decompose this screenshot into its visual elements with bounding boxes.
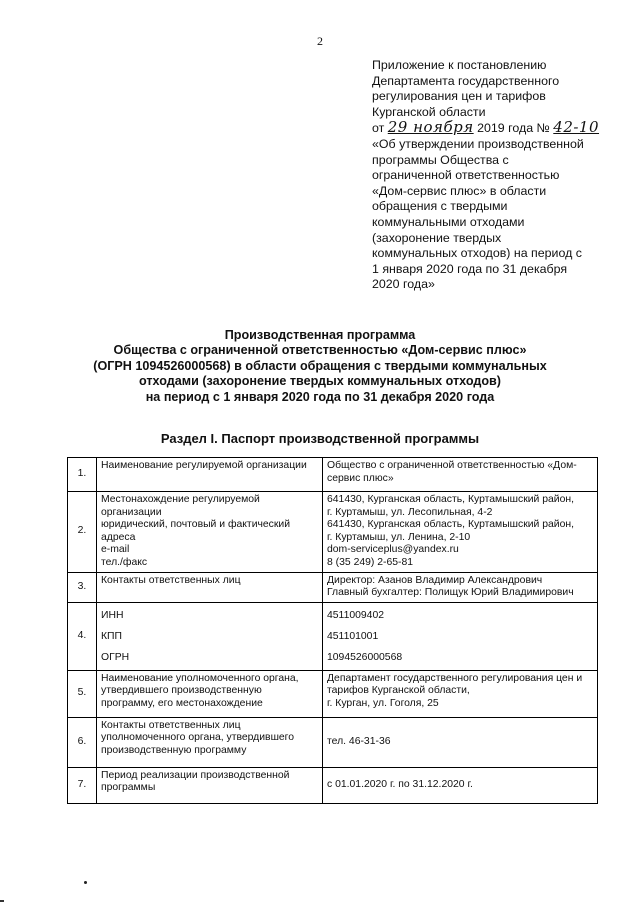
row-label: [97, 572, 323, 602]
label-line: организации: [101, 506, 162, 518]
label-line: Контакты ответственных лиц: [101, 719, 241, 731]
row-number: 7.: [68, 767, 97, 803]
label-line: e-mail: [101, 544, 130, 556]
row-value: [323, 717, 598, 767]
label-line: программы: [101, 782, 156, 794]
email-value: dom-serviceplus@yandex.ru: [327, 544, 459, 556]
appendix-date-line: [372, 120, 604, 137]
row-label: [97, 458, 323, 492]
scan-speck: [0, 900, 4, 902]
appendix-line: Приложение к постановлению: [372, 58, 547, 72]
phone-value: 8 (35 249) 2-65-81: [327, 556, 414, 568]
table-row: [68, 572, 598, 602]
handwritten-date: 29 ноября: [387, 118, 474, 137]
row-value: [323, 602, 598, 670]
row-number: 5.: [68, 670, 97, 717]
date-prefix: от: [372, 121, 385, 136]
value-line: г. Курган, ул. Гоголя, 25: [327, 697, 439, 709]
row-label: [97, 492, 323, 573]
value-line: г. Куртамыш, ул. Лесопильная, 4-2: [327, 506, 493, 518]
value-line: тел. 46-31-36: [327, 735, 391, 747]
heading-line: (ОГРН 1094526000568) в области обращения с твердыми коммунальных: [93, 358, 547, 373]
value-line: сервис плюс»: [327, 472, 394, 484]
row-value: [323, 492, 598, 573]
appendix-block: [372, 58, 604, 293]
appendix-title-line: программы Общества с: [372, 152, 509, 167]
appendix-title-line: обращения с твердыми: [372, 199, 508, 214]
program-heading: [60, 328, 580, 405]
label-line: производственную программу: [101, 744, 247, 756]
label-line: Период реализации производственной: [101, 769, 290, 781]
row-number: 3.: [68, 572, 97, 602]
appendix-line: Департамента государственного: [372, 73, 560, 88]
label-line: уполномоченного органа, утвердившего: [101, 732, 295, 744]
appendix-title-line: 2020 года»: [372, 277, 435, 292]
row-number: 6.: [68, 717, 97, 767]
appendix-title-line: коммунальных отходов) на период с: [372, 246, 582, 261]
value-line: с 01.01.2020 г. по 31.12.2020 г.: [327, 778, 473, 790]
appendix-title-line: (захоронение твердых: [372, 230, 502, 245]
appendix-title-line: «Об утверждении производственной: [372, 136, 584, 151]
row-number: 2.: [68, 492, 97, 573]
appendix-title-line: ограниченной ответственностью: [372, 168, 560, 183]
value-line: Общество с ограниченной ответственностью «Дом-: [327, 460, 577, 471]
appendix-line: Курганской области: [372, 104, 486, 119]
label-line: КПП: [101, 630, 122, 642]
label-line: Наименование регулируемой организации: [101, 460, 307, 471]
label-line: ИНН: [101, 609, 124, 621]
table-row: [68, 458, 598, 492]
table-row: [68, 492, 598, 573]
row-value: [323, 670, 598, 717]
label-line: утвердившего производственную: [101, 685, 262, 697]
handwritten-number: 42-10: [553, 118, 600, 137]
heading-line: отходами (захоронение твердых коммунальных отходов): [139, 374, 501, 389]
appendix-title-line: «Дом-сервис плюс» в области: [372, 183, 547, 198]
kpp-value: 451101001: [327, 630, 379, 642]
value-line: г. Куртамыш, ул. Ленина, 2-10: [327, 531, 471, 543]
heading-line: на период с 1 января 2020 года по 31 декабря 2020 года: [145, 389, 495, 404]
row-value: [323, 458, 598, 492]
label-line: Местонахождение регулируемой: [101, 494, 260, 505]
row-label: [97, 767, 323, 803]
table-row: [68, 602, 598, 670]
appendix-line: регулирования цен и тарифов: [372, 89, 546, 104]
heading-line: Производственная программа: [224, 328, 416, 342]
value-line: Главный бухгалтер: Полищук Юрий Владимирович: [327, 587, 574, 599]
appendix-title-line: 1 января 2020 года по 31 декабря: [372, 261, 568, 276]
label-line: ОГРН: [101, 651, 130, 663]
table-row: [68, 670, 598, 717]
passport-table: [67, 457, 598, 804]
row-label: [97, 670, 323, 717]
label-line: Наименование уполномоченного органа,: [101, 672, 299, 684]
label-line: адреса: [101, 531, 136, 543]
section-title: Раздел I. Паспорт производственной программы: [160, 431, 480, 446]
row-value: [323, 767, 598, 803]
page-number: 2: [317, 34, 323, 48]
row-number: 4.: [68, 602, 97, 670]
ogrn-value: 1094526000568: [327, 651, 403, 663]
table-row: [68, 717, 598, 767]
row-label: [97, 602, 323, 670]
value-line: 641430, Курганская область, Куртамышский район,: [327, 494, 574, 505]
table-row: [68, 767, 598, 803]
value-line: 641430, Курганская область, Куртамышский район,: [327, 519, 574, 531]
label-line: тел./факс: [101, 556, 148, 568]
row-value: [323, 572, 598, 602]
appendix-title-line: коммунальными отходами: [372, 214, 525, 229]
scan-speck: [84, 881, 87, 884]
label-line: программу, его местонахождение: [101, 697, 263, 709]
inn-value: 4511009402: [327, 609, 385, 621]
date-suffix: 2019 года №: [477, 121, 550, 136]
label-line: Контакты ответственных лиц: [101, 574, 241, 586]
row-number: 1.: [68, 458, 97, 492]
heading-line: Общества с ограниченной ответственностью «Дом-сервис плюс»: [113, 343, 527, 358]
value-line: Директор: Азанов Владимир Александрович: [327, 574, 543, 586]
label-line: юридический, почтовый и фактический: [101, 519, 291, 531]
value-line: Департамент государственного регулирования цен и: [327, 672, 583, 684]
row-label: [97, 717, 323, 767]
value-line: тарифов Курганской области,: [327, 685, 470, 697]
